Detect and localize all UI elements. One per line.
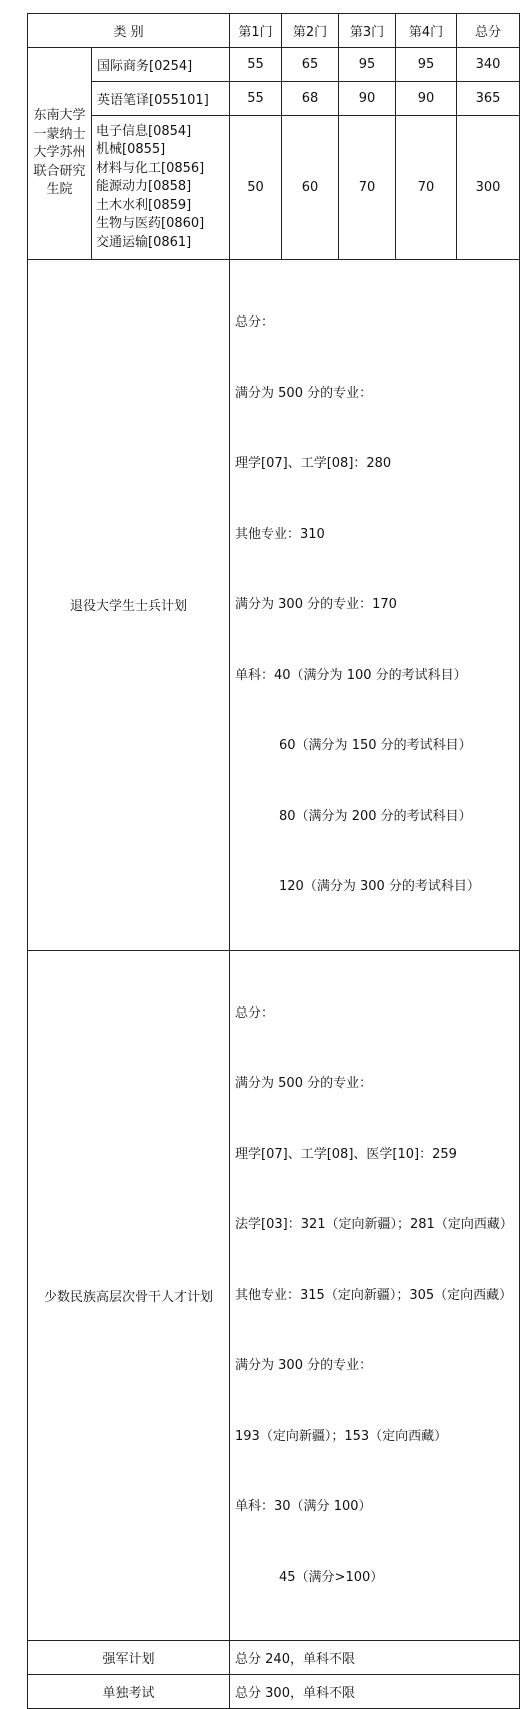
rule-line: 80（满分为 200 分的考试科目） [279, 808, 472, 824]
header-category: 类 别 [28, 14, 230, 48]
score-cell: 95 [339, 48, 396, 82]
plan-rules: 总分 300，单科不限 [230, 1675, 520, 1709]
total-cell: 340 [457, 48, 520, 82]
score-table [27, 13, 520, 1709]
plan-name: 强军计划 [28, 1641, 230, 1675]
score-cell: 90 [339, 82, 396, 116]
rule-line: 满分为 300 分的专业：170 [235, 597, 397, 612]
score-cell: 65 [282, 48, 339, 82]
header-subject-4: 第4门 [396, 14, 457, 48]
rule-line: 满分为 500 分的专业： [235, 385, 373, 401]
rule-line: 120（满分为 300 分的考试科目） [279, 879, 480, 894]
header-subject-1: 第1门 [230, 14, 282, 48]
rule-line: 单科：30（满分 100） [235, 1499, 372, 1514]
rule-line: 193（定向新疆）；153（定向西藏） [235, 1428, 448, 1444]
rule-line: 其他专业：310 [235, 526, 325, 542]
score-cell: 55 [230, 48, 282, 82]
score-cell: 70 [339, 116, 396, 260]
plan-name: 少数民族高层次骨干人才计划 [28, 950, 230, 1641]
group-name: 东南大学一蒙纳士大学苏州联合研究生院 [28, 48, 92, 260]
plan-rules [230, 950, 520, 1641]
score-cell: 50 [230, 116, 282, 260]
plan-name: 退役大学生士兵计划 [28, 260, 230, 951]
plan-row [28, 1641, 520, 1675]
plan-row [28, 1675, 520, 1709]
total-cell: 365 [457, 82, 520, 116]
total-cell: 300 [457, 116, 520, 260]
plan-rules [230, 260, 520, 951]
rule-line: 满分为 300 分的专业： [235, 1358, 373, 1373]
score-cell: 90 [396, 82, 457, 116]
major-list-cell: 电子信息[0854] 机械[0855] 材料与化工[0856] 能源动力[0858] 土木水利[0859] 生物与医药[0860] 交通运输[0861] [92, 116, 230, 260]
plan-name: 单独考试 [28, 1675, 230, 1709]
rule-line: 法学[03]：321（定向新疆）；281（定向西藏） [235, 1217, 513, 1232]
header-subject-2: 第2门 [282, 14, 339, 48]
plan-rules: 总分 240，单科不限 [230, 1641, 520, 1675]
header-row [28, 14, 520, 48]
rule-line: 满分为 500 分的专业： [235, 1076, 373, 1091]
score-cell: 70 [396, 116, 457, 260]
score-cell: 95 [396, 48, 457, 82]
rule-line: 60（满分为 150 分的考试科目） [279, 738, 472, 753]
header-total: 总分 [457, 14, 520, 48]
plan-row [28, 950, 520, 1641]
rule-line: 理学[07]、工学[08]：280 [235, 456, 392, 471]
score-cell: 68 [282, 82, 339, 116]
rule-line: 其他专业：315（定向新疆）；305（定向西藏） [235, 1287, 513, 1303]
score-cell: 55 [230, 82, 282, 116]
table-row [28, 116, 520, 260]
rule-line: 45（满分>100） [279, 1569, 384, 1585]
table-row [28, 82, 520, 116]
rule-line: 总分： [235, 1005, 275, 1021]
score-cell: 60 [282, 116, 339, 260]
header-subject-3: 第3门 [339, 14, 396, 48]
major-cell: 英语笔译[055101] [92, 82, 230, 116]
rule-line: 理学[07]、工学[08]、医学[10]：259 [235, 1146, 457, 1162]
major-cell: 国际商务[0254] [92, 48, 230, 82]
table-row [28, 48, 520, 82]
rule-line: 总分： [235, 315, 275, 330]
plan-row [28, 260, 520, 951]
rule-line: 单科：40（满分为 100 分的考试科目） [235, 667, 467, 683]
